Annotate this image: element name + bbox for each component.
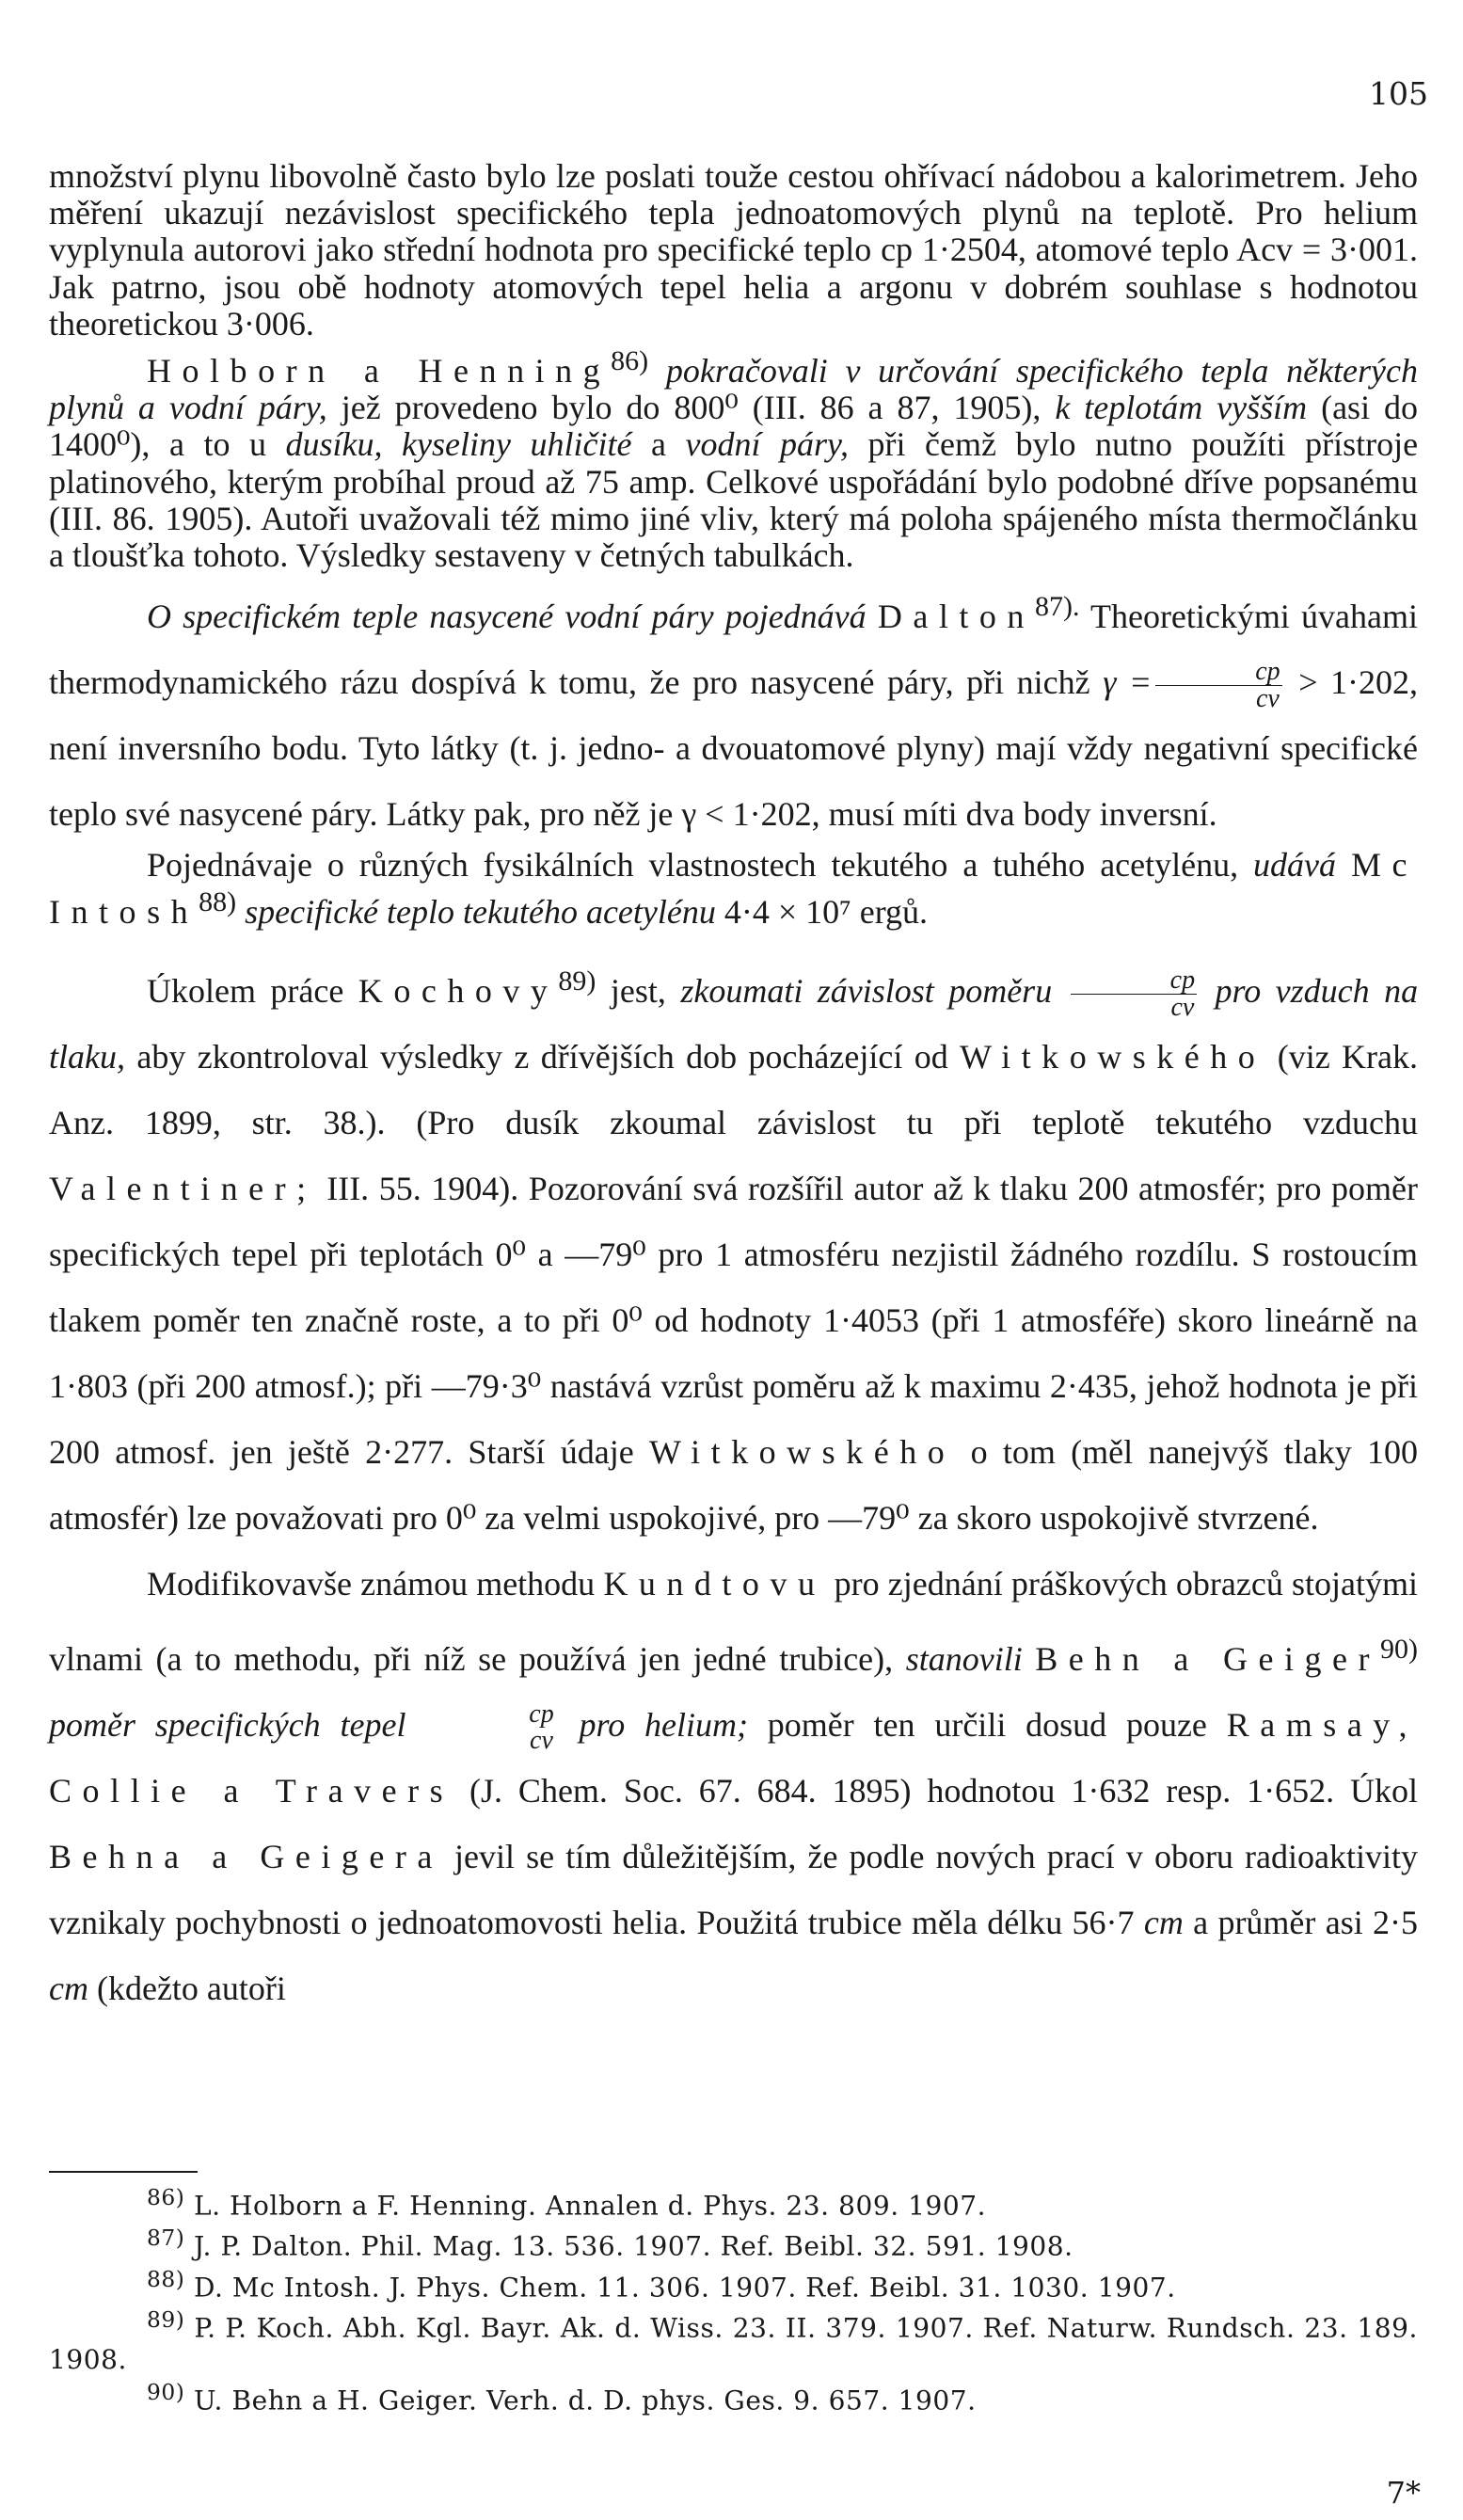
author-ramsay-collie-travers: Ramsay, Collie a Travers bbox=[49, 1705, 1419, 1810]
paragraph-5: Úkolem práce Kochovy$^{89)}$ jest, zkoumati závislost poměru $\frac{cp}{cv}$ pro vzduch na tlaku, aby zkontroloval výsledky z dřívějších dob pocházející od Witkowského (viz Krak. Anz. 1899, str. 38.). (Pro dusík zkoumal závislost tu při teplotě tekutého vzduchu Valentiner; III. 55. 1904). Pozorování svá rozšířil autor až k tlaku 200 atmosfér; pro poměr specifických tepel při teplotách 0⁰ a —79⁰ pro 1 atmosféru nezjistil žádného rozdílu. S rostoucím tlakem poměr ten značně roste, a to při 0⁰ od hodnoty 1·4053 (při 1 atmosféře) skoro lineárně na 1·803 (při 200 atmosf.); při —79·3⁰ nastává vzrůst poměru až k maximu 2·435, jehož hodnota je při 200 atmosf. jen ještě 2·277. Starší údaje Witkowského o tom (měl nanejvýš tlaky 100 atmosfér) lze považovati pro 0⁰ za velmi uspokojivé, pro —79⁰ za skoro uspokojivě stvrzené. bbox=[49, 965, 1419, 1537]
paragraph-2: Holborn a Henning$^{86)}$ pokračovali v určování specifického tepla některých plynů a vodní páry, jež provedeno bylo do 800⁰ (III. 86 a 87, 1905), k teplotám vyšším (asi do 1400⁰), a to u dusíku, kyseliny uhličité a vodní páry, při čemž bylo nutno použíti přístroje platinového, kterým probíhal proud až 75 amp. Celkové uspořádání bylo podobné dříve popsanému (III. 86. 1905). Autoři uvažovali též mimo jiné vliv, který má poloha spájeného místa thermočlánku a tloušťka tohoto. Výsledky sestaveny v četných tabulkách. bbox=[49, 345, 1419, 575]
main-text bbox=[49, 158, 1418, 2021]
footnote-86: $^{86)}$ L. Holborn a F. Henning. Annalen d. Phys. 23. 809. 1907. bbox=[147, 2184, 987, 2222]
author-kundt: Kundtovu bbox=[603, 1564, 826, 1603]
paragraph-1: množství plynu libovolně často bylo lze poslati touže cestou ohřívací nádobou a kalorimetrem. Jeho měření ukazují nezávislost specifického tepla jednoatomových plynů na teplotě. Pro helium vyplynula autorovi jako střední hodnota pro specifické teplo cp 1·2504, atomové teplo Acv = 3·001. Jak patrno, jsou obě hodnoty atomových tepel helia a argonu v dobrém souhlase s hodnotou theoretickou 3·006. bbox=[49, 157, 1418, 343]
footnote-ref-88: 88) bbox=[199, 886, 237, 918]
footnote-ref-90: 90) bbox=[1380, 1633, 1419, 1665]
footnotes bbox=[49, 2181, 1418, 2417]
author-valentiner: Valentiner; bbox=[49, 1169, 317, 1207]
footnote-88: $^{88)}$ D. Mc Intosh. J. Phys. Chem. 11. 306. 1907. Ref. Beibl. 31. 1030. 1907. bbox=[147, 2265, 1176, 2303]
signature-mark: 7* bbox=[1386, 2475, 1421, 2511]
footnote-divider bbox=[49, 2171, 198, 2173]
author-mc-intosh: Mc Intosh bbox=[49, 846, 1418, 932]
cp-cv-fraction: cp cv bbox=[529, 1699, 554, 1756]
footnote-87: $^{87)}$ J. P. Dalton. Phil. Mag. 13. 536. 1907. Ref. Beibl. 32. 591. 1908. bbox=[147, 2225, 1073, 2262]
footnote-90: $^{90)}$ U. Behn a H. Geiger. Verh. d. D. phys. Ges. 9. 657. 1907. bbox=[147, 2379, 977, 2416]
author-dalton: Dalton bbox=[877, 598, 1035, 636]
footnote-89: $^{89)}$ P. P. Koch. Abh. Kgl. Bayr. Ak. d. Wiss. 23. II. 379. 1907. Ref. Naturw. Rundsch. 23. 189. 1908. bbox=[49, 2305, 1418, 2376]
author-koch: Kochovy bbox=[358, 971, 559, 1010]
paragraph-6: Modifikovavše známou methodu Kundtovu pro zjednání práškových obrazců stojatými vlnami (a to methodu, při níž se používá jen jedné trubice), stanovili Behn a Geiger$^{90)}$ poměr specifických tepel cp cv pro helium; poměr ten určili dosud pouze Ramsay, Collie a Travers (J. Chem. Soc. 67. 684. 1895) hodnotou 1·632 resp. 1·652. Úkol Behna a Geigera jevil se tím důležitějším, že podle nových prací v oboru radioaktivity vznikaly pochybnosti o jednoatomovosti helia. Použitá trubice měla délku 56·7 cm a průměr asi 2·5 cm (kdežto autoři bbox=[49, 1564, 1419, 2007]
cp-cv-fraction: $\frac{cp}{cv}$ bbox=[1155, 659, 1281, 712]
paragraph-3: O specifickém teple nasycené vodní páry pojednává Dalton$^{87).}$ Theoretickými úvahami thermodynamického rázu dospívá k tomu, že pro nasycené páry, při nichž γ = $\frac{cp}{cv}$ > 1·202, není inversního bodu. Tyto látky (t. j. jedno- a dvouatomové plyny) mají vždy negativní specifické teplo své nasycené páry. Látky pak, pro něž je γ < 1·202, musí míti dva body inversní. bbox=[49, 591, 1419, 834]
author-behn-geiger: Behna a Geigera bbox=[49, 1837, 443, 1875]
author-witkowski: Witkowského bbox=[649, 1432, 956, 1471]
cp-cv-fraction: $\frac{cp}{cv}$ bbox=[1071, 967, 1197, 1021]
paragraph-4: Pojednávaje o různých fysikálních vlastnostech tekutého a tuhého acetylénu, udává Mc Intosh$^{88)}$ specifické teplo tekutého acetylénu 4·4 × 10⁷ ergů. bbox=[49, 846, 1418, 932]
author-behn-geiger: Behn a Geiger bbox=[1035, 1639, 1381, 1678]
author-holborn-henning: Holborn a Henning bbox=[147, 352, 612, 391]
page-number: 105 bbox=[1369, 75, 1428, 112]
footnote-ref-89: 89) bbox=[558, 965, 596, 997]
footnote-ref-87: 87). bbox=[1034, 591, 1080, 623]
footnote-ref-86: 86) bbox=[611, 345, 649, 377]
gamma-symbol: γ = bbox=[1103, 663, 1153, 702]
author-witkowski: Witkowského bbox=[960, 1037, 1266, 1076]
